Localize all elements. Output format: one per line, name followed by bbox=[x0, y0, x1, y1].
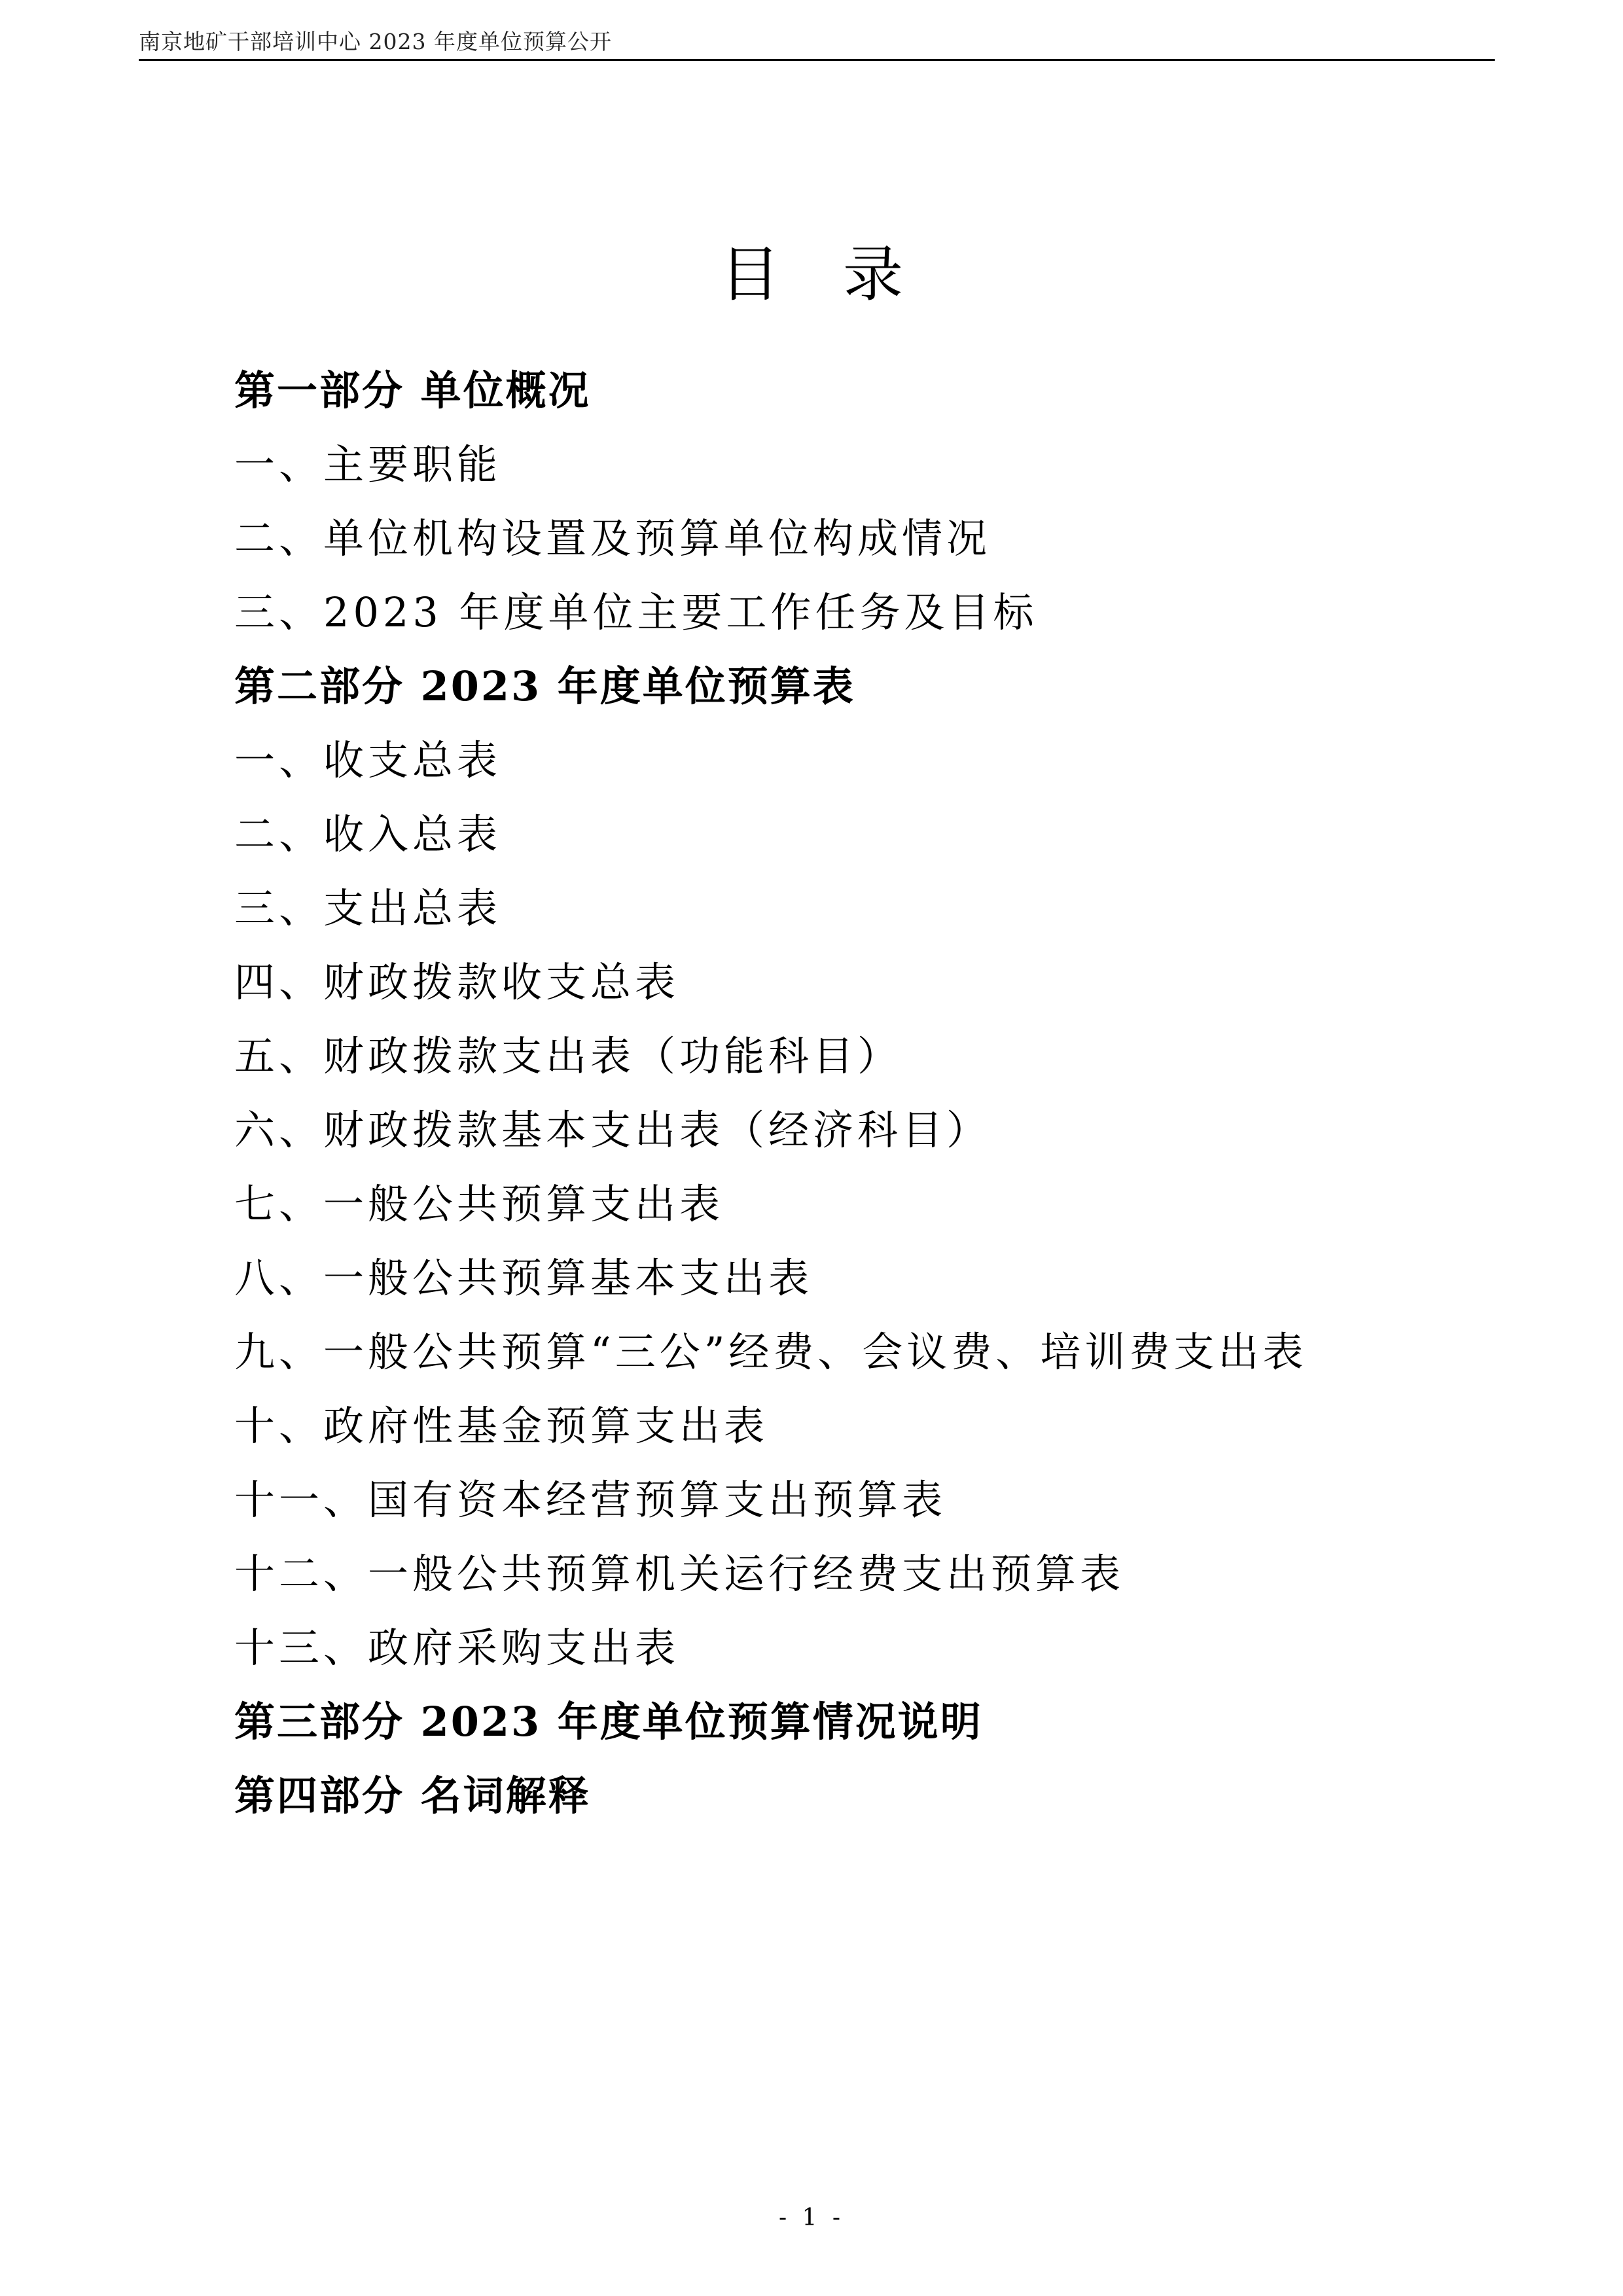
toc-entry[interactable]: 二、单位机构设置及预算单位构成情况 bbox=[234, 514, 991, 562]
toc-part-heading[interactable]: 第二部分 2023 年度单位预算表 bbox=[234, 662, 855, 710]
toc-entry[interactable]: 十二、一般公共预算机关运行经费支出预算表 bbox=[234, 1550, 1125, 1598]
page-title: 目录 bbox=[719, 240, 966, 310]
toc-entry[interactable]: 七、一般公共预算支出表 bbox=[234, 1180, 724, 1228]
page-header bbox=[139, 29, 1495, 61]
page-number: - 1 - bbox=[778, 2204, 845, 2231]
toc-entry[interactable]: 四、财政拨款收支总表 bbox=[234, 958, 680, 1006]
toc-entry[interactable]: 三、支出总表 bbox=[234, 884, 502, 932]
header-text: 南京地矿干部培训中心 2023 年度单位预算公开 bbox=[139, 29, 612, 54]
toc-entry[interactable]: 九、一般公共预算“三公”经费、会议费、培训费支出表 bbox=[234, 1328, 1308, 1376]
toc-entry[interactable]: 三、2023 年度单位主要工作任务及目标 bbox=[234, 588, 1038, 636]
toc-entry[interactable]: 十三、政府采购支出表 bbox=[234, 1624, 680, 1672]
toc-part-heading[interactable]: 第一部分 单位概况 bbox=[234, 367, 591, 414]
toc-part-heading[interactable]: 第四部分 名词解释 bbox=[234, 1772, 591, 1820]
toc-entry[interactable]: 十、政府性基金预算支出表 bbox=[234, 1402, 769, 1450]
toc-entry[interactable]: 五、财政拨款支出表（功能科目） bbox=[234, 1032, 902, 1080]
toc-entry[interactable]: 十一、国有资本经营预算支出预算表 bbox=[234, 1476, 947, 1524]
table-of-contents bbox=[234, 353, 1530, 1833]
toc-entry[interactable]: 一、主要职能 bbox=[234, 440, 502, 488]
toc-entry[interactable]: 一、收支总表 bbox=[234, 736, 502, 784]
toc-entry[interactable]: 六、财政拨款基本支出表（经济科目） bbox=[234, 1106, 991, 1154]
toc-entry[interactable]: 二、收入总表 bbox=[234, 810, 502, 858]
toc-entry[interactable]: 八、一般公共预算基本支出表 bbox=[234, 1254, 813, 1302]
toc-part-heading[interactable]: 第三部分 2023 年度单位预算情况说明 bbox=[234, 1698, 983, 1746]
